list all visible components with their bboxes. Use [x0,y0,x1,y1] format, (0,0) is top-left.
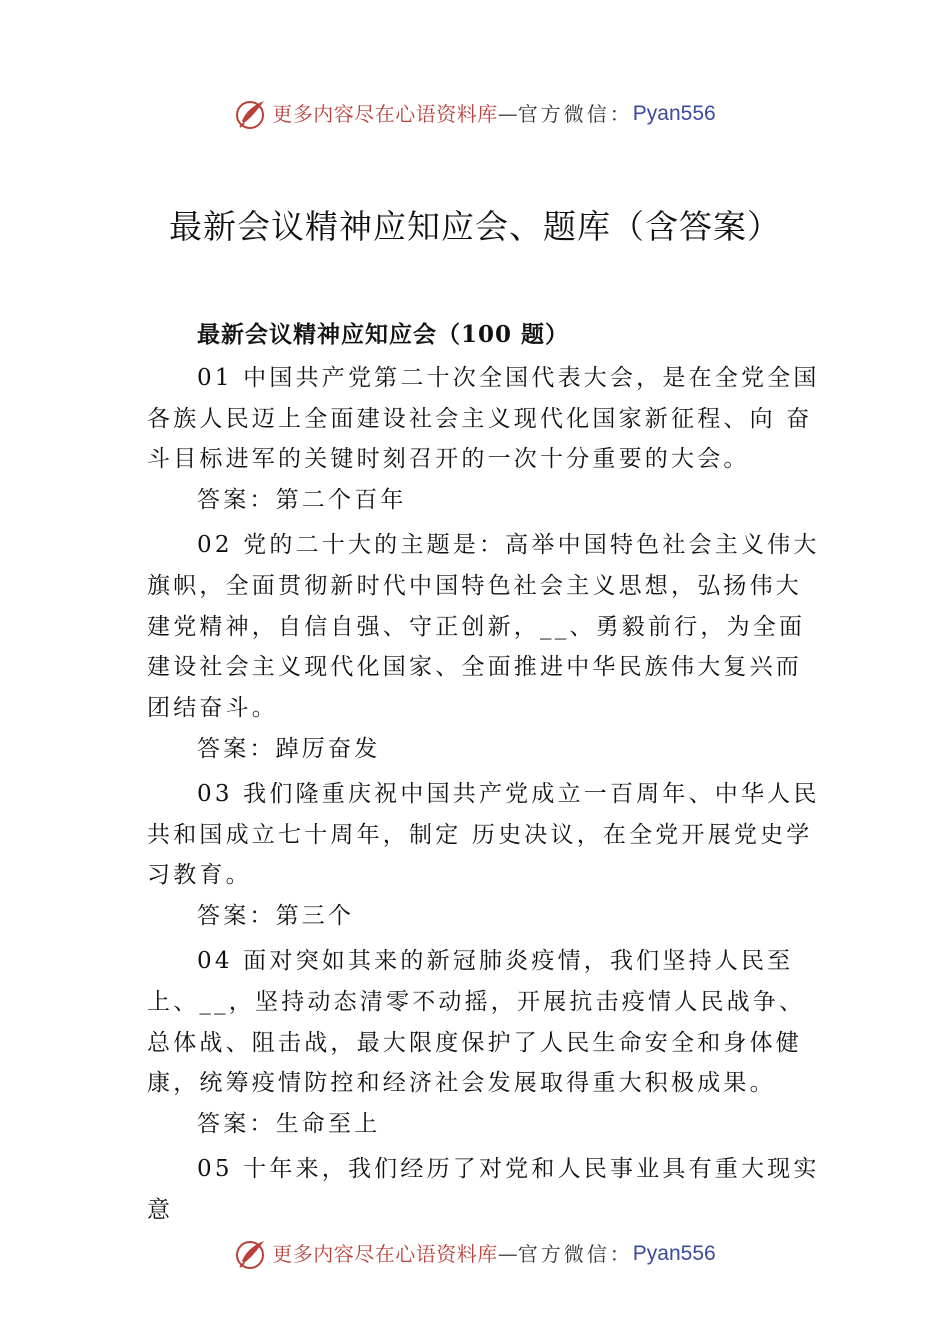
document-body [147,315,827,1231]
answer-text: 答案：第二个百年 [197,487,407,514]
question-text: 01 中国共产党第二十次全国代表大会，是在全党全国各族人民迈上全面建设社会主义现代化国家新征程、向 奋斗目标进军的关键时刻召开的一次十分重要的大会。 [147,364,820,473]
question-text: 05 十年来，我们经历了对党和人民事业具有重大现实意 [147,1155,820,1223]
quill-logo-icon [234,1237,268,1271]
watermark-wechat-id: Pyan556 [632,1242,716,1265]
footer-watermark [0,1237,950,1271]
watermark-dash: — [497,102,518,126]
answer-text: 答案：踔厉奋发 [197,735,381,762]
question-text: 04 面对突如其来的新冠肺炎疫情，我们坚持人民至上、__，坚持动态清零不动摇，开展抗击疫情人民战争、总体战、阻击战，最大限度保护了人民生命安全和身体健康，统筹疫情防控和经济社会发展取得重大积极成果。 [147,947,806,1097]
watermark-text: 更多内容尽在心语资料库 [272,1242,498,1266]
quill-logo-icon [234,97,268,131]
watermark-label: 官方微信： [517,102,633,126]
question-text: 03 我们隆重庆祝中国共产党成立一百周年、中华人民共和国成立七十周年，制定 历史决议，在全党开展党史学习教育。 [147,780,820,889]
watermark-wechat-id: Pyan556 [632,102,716,125]
answer-text: 答案：生命至上 [197,1111,381,1138]
question-text: 02 党的二十大的主题是：高举中国特色社会主义伟大旗帜，全面贯彻新时代中国特色社会主义思想，弘扬伟大建党精神，自信自强、守正创新，__、勇毅前行，为全面建设社会主义现代化国家、全面推进中华民族伟大复兴而团结奋斗。 [147,531,820,722]
section-subtitle: 最新会议精神应知应会（100 题） [197,321,570,348]
document-title: 最新会议精神应知应会、题库（含答案） [169,207,781,246]
header-watermark [0,97,950,131]
answer-text: 答案：第三个 [197,903,355,930]
watermark-label: 官方微信： [517,1242,633,1266]
watermark-dash: — [497,1242,518,1266]
watermark-text: 更多内容尽在心语资料库 [272,102,498,126]
